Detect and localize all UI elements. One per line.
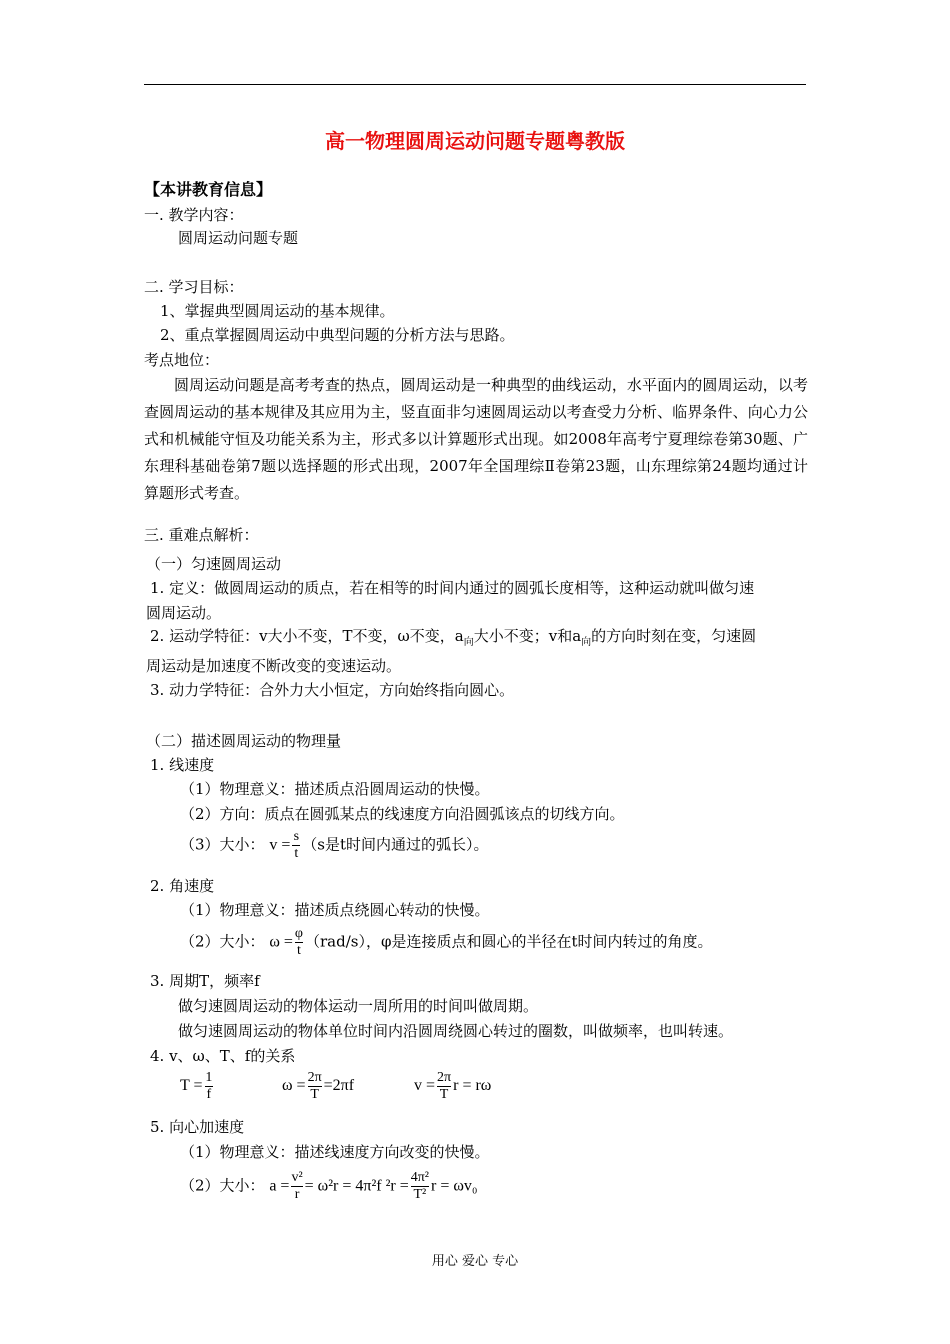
p3: 3. 动力学特征：合外力大小恒定，方向始终指向圆心。 [150, 681, 515, 699]
s1-heading: 一. 教学内容： [144, 206, 244, 224]
page-title: 高一物理圆周运动问题专题粤教版 [325, 129, 625, 153]
period-l1: 做匀速圆周运动的物体运动一周所用的时间叫做周期。 [178, 997, 539, 1015]
p2-line2: 周运动是加速度不断改变的变速运动。 [146, 657, 402, 675]
angular-i1: （1）物理意义：描述质点绕圆心转动的快慢。 [180, 901, 490, 919]
linear-formula: （3）大小： v = $\frac{s}{t}$ （s是t时间内通过的弧长）。 [180, 829, 489, 861]
page-footer: 用心 爱心 专心 [431, 1254, 519, 1269]
angular-heading: 2. 角速度 [150, 877, 215, 895]
exam-heading: 考点地位： [144, 351, 220, 369]
linear-i2: （2）方向：质点在圆弧某点的线速度方向沿圆弧该点的切线方向。 [180, 805, 625, 823]
period-heading: 3. 周期T，频率f [150, 972, 260, 990]
header-rule [144, 84, 806, 85]
linear-heading: 1. 线速度 [150, 756, 215, 774]
exam-paragraph: 圆周运动问题是高考考查的热点，圆周运动是一种典型的曲线运动，水平面内的圆周运动，以考查圆周运动的基本规律及其应用为主，竖直面非匀速圆周运动以考查受力分析、临界条件、向心力公式和机械能守恒及功能关系为主，形式多以计算题形式出现。如2008年高考宁夏理综卷第30题、广东理科基础卷第7题以选择题的形式出现，2007年全国理综Ⅱ卷第23题，山东理综第24题均通过计算题形式考查。 [144, 376, 808, 502]
centripetal-formula: （2）大小： a = $\frac{\text{v²}}{r}$ = ω²r = 4π²f ²r = $\frac{\text{4π²}}{\text{T²}}$ r = ωv₀ [180, 1170, 478, 1202]
s3-heading: 三. 重难点解析： [144, 526, 259, 544]
s2-item: 1、掌握典型圆周运动的基本规律。 [160, 302, 395, 320]
part2-heading: （二）描述圆周运动的物理量 [146, 732, 342, 750]
p1-line2: 圆周运动。 [146, 604, 222, 622]
part1-heading: （一）匀速圆周运动 [146, 555, 282, 573]
p1-line1: 1. 定义：做圆周运动的质点，若在相等的时间内通过的圆弧长度相等，这种运动就叫做匀速 [150, 579, 755, 597]
s2-item: 2、重点掌握圆周运动中典型问题的分析方法与思路。 [160, 326, 515, 344]
s2-heading: 二. 学习目标： [144, 278, 244, 296]
centripetal-i1: （1）物理意义：描述线速度方向改变的快慢。 [180, 1143, 490, 1161]
formula-v: v = $\frac{2\pi}{T}$ r = rω [414, 1070, 492, 1102]
formula-T: T = $\frac{1}{f}$ [180, 1070, 213, 1102]
relation-heading: 4. v、ω、T、f的关系 [150, 1047, 296, 1065]
s1-content: 圆周运动问题专题 [178, 229, 299, 247]
angular-formula: （2）大小： ω = $\frac{\varphi}{t}$ （rad/s），φ是连接质点和圆心的半径在t时间内转过的角度。 [180, 926, 713, 958]
linear-i1: （1）物理意义：描述质点沿圆周运动的快慢。 [180, 780, 490, 798]
centripetal-heading: 5. 向心加速度 [150, 1118, 245, 1136]
formula-omega: ω = $\frac{2\pi}{T}$ =2πf [282, 1070, 355, 1102]
p2-line1: 2. 运动学特征：v大小不变，T不变，ω不变，$a_向$大小不变；v和$a_向$的方向时刻在变，匀速圆 [150, 627, 757, 648]
period-l2: 做匀速圆周运动的物体单位时间内沿圆周绕圆心转过的圈数，叫做频率，也叫转速。 [178, 1022, 734, 1040]
section-header: 【本讲教育信息】 [144, 180, 273, 199]
